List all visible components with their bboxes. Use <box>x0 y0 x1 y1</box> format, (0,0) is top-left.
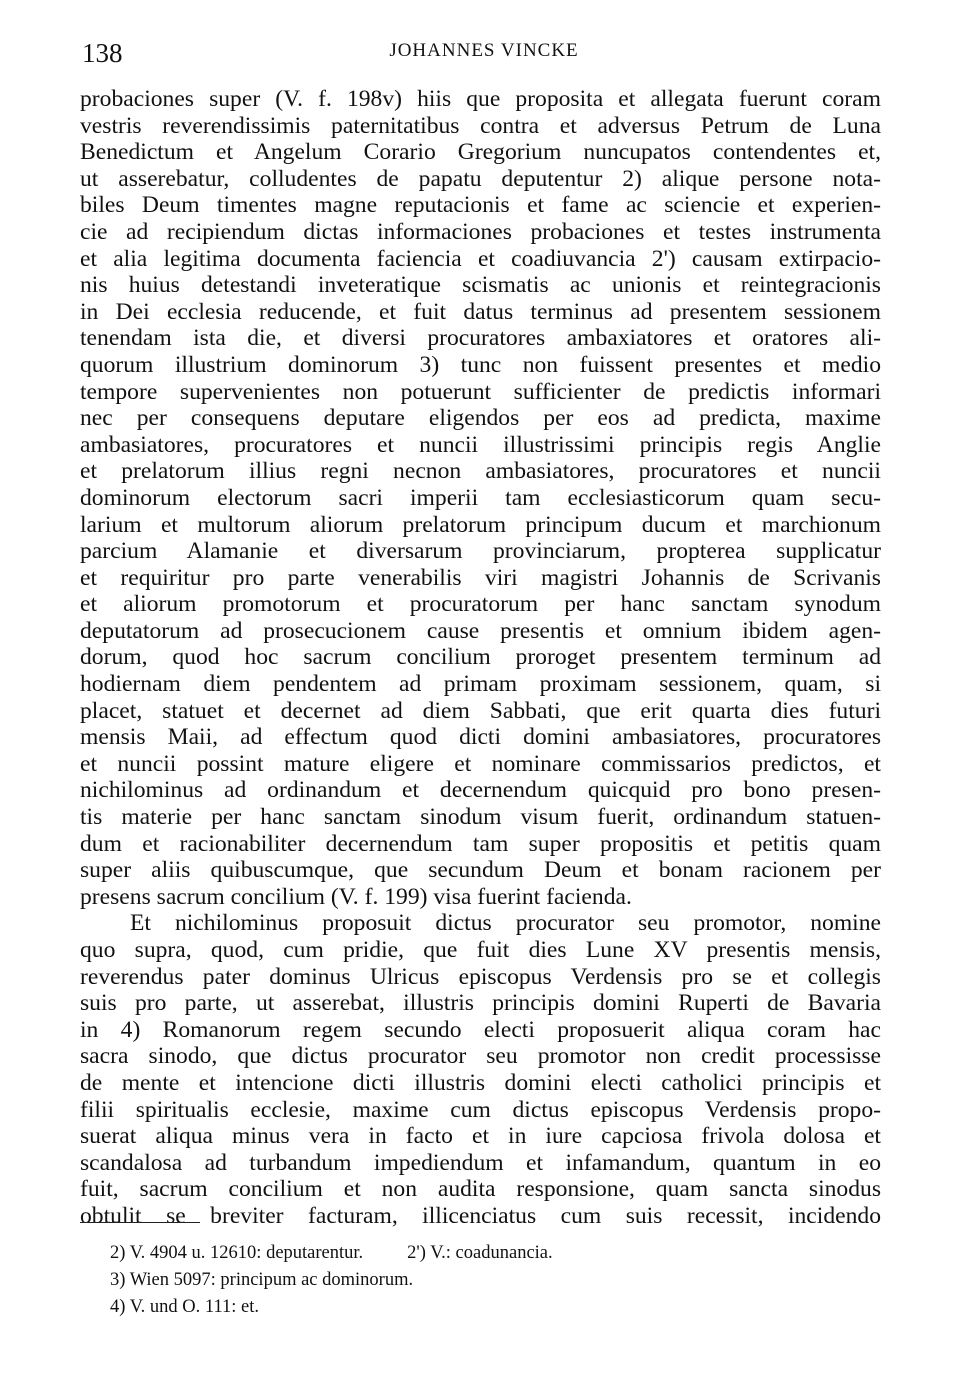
text-line: super aliis quibuscumque, que secundum Deum et bonam racionem per <box>80 857 881 884</box>
footnotes <box>110 1240 553 1321</box>
text-line: Et nichilominus proposuit dictus procurator seu promotor, nomine <box>130 910 881 937</box>
text-line: et nuncii possint mature eligere et nominare commissarios predictos, et <box>80 750 881 777</box>
text-line: in 4) Romanorum regem secundo electi proposuerit aliqua coram hac <box>80 1016 881 1043</box>
text-line: in Dei ecclesia reducende, et fuit datus terminus ad presentem sessionem <box>80 298 881 325</box>
page-number: 138 <box>82 38 123 68</box>
text-line: ut asserebatur, colludentes de papatu deputentur 2) alique persone nota- <box>80 165 881 192</box>
text-line: fuit, sacrum concilium et non audita responsione, quam sancta sinodus <box>80 1176 881 1203</box>
text-line: nichilominus ad ordinandum et decernendum quicquid pro bono presen- <box>80 777 881 804</box>
text-line: obtulit se breviter facturam, illicenciatus cum suis recessit, incidendo <box>80 1202 881 1229</box>
footnote-text: 4) V. und O. 111: et. <box>110 1297 260 1317</box>
text-line: filii spiritualis ecclesie, maxime cum dictus episcopus Verdensis propo- <box>80 1096 881 1123</box>
text-line: dum et racionabiliter decernendum tam super propositis et petitis quam <box>80 830 881 857</box>
text-line: vestris reverendissimis paternitatibus contra et adversus Petrum de Luna <box>80 112 881 139</box>
text-line: quorum illustrium dominorum 3) tunc non fuissent presentes et medio <box>80 351 881 378</box>
text-line: ambasiatores, procuratores et nuncii illustrissimi principis regis Anglie <box>80 431 881 458</box>
paragraph <box>80 86 881 910</box>
footnote <box>110 1267 553 1294</box>
text-line: tenendam ista die, et diversi procuratores ambaxiatores et oratores ali- <box>80 325 881 352</box>
text-line: quo supra, quod, cum pridie, que fuit dies Lune XV presentis mensis, <box>80 937 881 963</box>
text-line: dorum, quod hoc sacrum concilium proroget presentem terminum ad <box>80 644 881 671</box>
text-line: hodiernam diem pendentem ad primam proximam sessionem, quam, si <box>80 671 881 698</box>
text-line: tis materie per hanc sanctam sinodum visum fuerit, ordinandum statuen- <box>80 804 881 831</box>
text-line: reverendus pater dominus Ulricus episcopus Verdensis pro se et collegis <box>80 963 881 990</box>
text-line: placet, statuet et decernet ad diem Sabbati, que erit quarta dies futuri <box>80 697 881 724</box>
footnote-separator <box>80 1222 200 1223</box>
text-line: suerat aliqua minus vera in facto et in iure capciosa frivola dolosa et <box>80 1123 881 1150</box>
text-line: biles Deum timentes magne reputacionis et fame ac sciencie et experien- <box>80 192 881 219</box>
text-line: deputatorum ad prosecucionem cause presentis et omnium ibidem agen- <box>80 617 881 644</box>
text-line: et prelatorum illius regni necnon ambasiatores, procuratores et nuncii <box>80 458 881 485</box>
text-line: sacra sinodo, que dictus procurator seu promotor non credit processisse <box>80 1043 881 1070</box>
footnote <box>110 1240 553 1267</box>
text-line: mensis Maii, ad effectum quod dicti domini ambasiatores, procuratores <box>80 724 881 751</box>
text-line: larium et multorum aliorum prelatorum principum ducum et marchionum <box>80 511 881 538</box>
text-line: Benedictum et Angelum Corario Gregorium nuncupatos contendentes et, <box>80 139 881 166</box>
body-text <box>80 86 881 1230</box>
footnote <box>110 1294 553 1321</box>
text-line: probaciones super (V. f. 198v) hiis que proposita et allegata fuerunt coram <box>80 86 881 112</box>
footnote-text: 3) Wien 5097: principum ac dominorum. <box>110 1270 414 1290</box>
running-head: JOHANNES VINCKE <box>389 40 579 61</box>
text-line: presens sacrum concilium (V. f. 199) visa fuerint facienda. <box>80 883 632 910</box>
footnote-text: 2) V. 4904 u. 12610: deputarentur. <box>110 1243 364 1263</box>
text-line: nec per consequens deputare eligendos per eos ad predicta, maxime <box>80 405 881 432</box>
text-line: dominorum electorum sacri imperii tam ecclesiasticorum quam secu- <box>80 484 881 511</box>
text-line: nis huius detestandi inveteratique scismatis ac unionis et reintegracionis <box>80 272 881 299</box>
text-line: parcium Alamanie et diversarum provinciarum, propterea supplicatur <box>80 538 881 565</box>
text-line: et aliorum promotorum et procuratorum per hanc sanctam synodum <box>80 591 881 618</box>
text-line: cie ad recipiendum dictas informaciones probaciones et testes instrumenta <box>80 218 881 245</box>
paragraph <box>80 910 881 1229</box>
text-line: suis pro parte, ut asserebat, illustris principis domini Ruperti de Bavaria <box>80 990 881 1017</box>
text-line: et alia legitima documenta faciencia et coadiuvancia 2') causam extirpacio- <box>80 245 881 272</box>
text-line: tempore supervenientes non potuerunt sufficienter de predictis informari <box>80 378 881 405</box>
text-line: de mente et intencione dicti illustris domini electi catholici principis et <box>80 1069 881 1096</box>
footnote-text: 2') V.: coadunancia. <box>407 1243 553 1263</box>
text-line: et requiritur pro parte venerabilis viri magistri Johannis de Scrivanis <box>80 564 881 591</box>
text-line: scandalosa ad turbandum impediendum et infamandum, quantum in eo <box>80 1149 881 1176</box>
